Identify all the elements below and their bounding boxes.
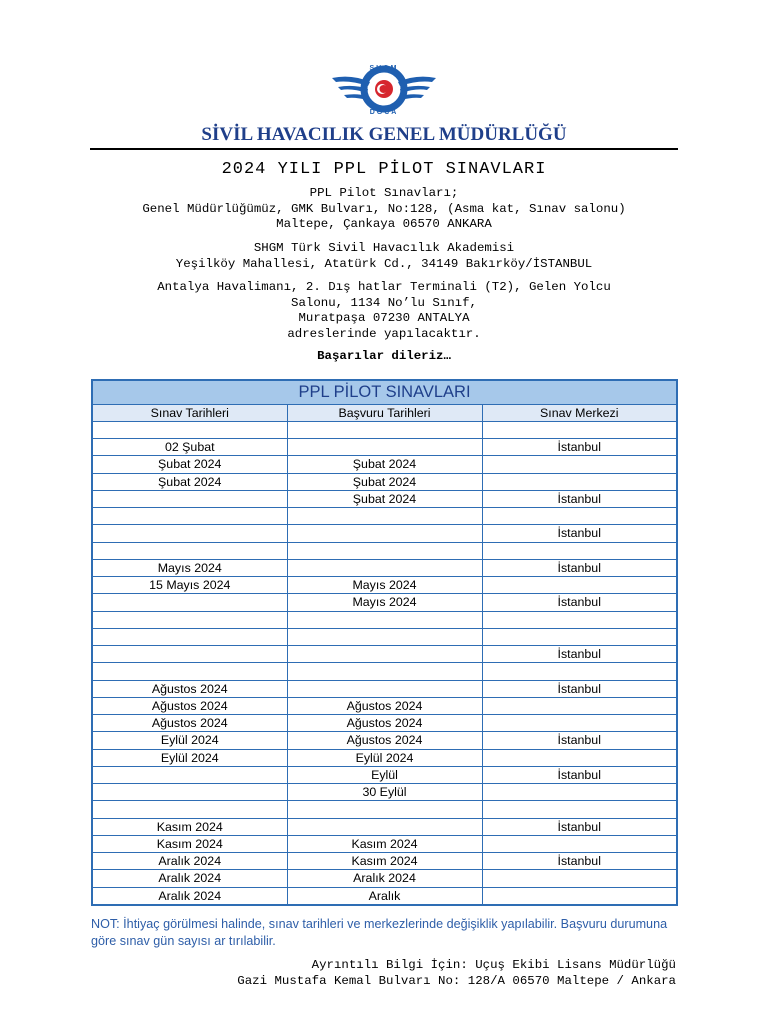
exam-center-cell (482, 663, 677, 680)
table-row (92, 456, 677, 473)
application-date-cell: Kasım 2024 (287, 853, 482, 870)
exam-center-cell (482, 421, 677, 438)
column-header-exam-center: Sınav Merkezi (482, 404, 677, 421)
application-date-cell: Şubat 2024 (287, 456, 482, 473)
exam-center-cell: İstanbul (482, 490, 677, 507)
exam-center-cell (482, 542, 677, 559)
table-row (92, 559, 677, 576)
intro-line: adreslerinde yapılacaktır. (287, 326, 481, 341)
exam-center-cell: İstanbul (482, 853, 677, 870)
intro-line: Yeşilköy Mahallesi, Atatürk Cd., 34149 Bakırköy/İSTANBUL (175, 256, 593, 271)
table-row (92, 663, 677, 680)
exam-date-cell (92, 490, 287, 507)
table-row (92, 680, 677, 697)
column-header-application-dates: Başvuru Tarihleri (287, 404, 482, 421)
application-date-cell (287, 611, 482, 628)
exam-center-cell: İstanbul (482, 818, 677, 835)
table-row (92, 801, 677, 818)
application-date-cell (287, 508, 482, 525)
table-header-row (92, 404, 677, 421)
exam-date-cell (92, 611, 287, 628)
exam-date-cell (92, 594, 287, 611)
application-date-cell (287, 680, 482, 697)
application-date-cell (287, 646, 482, 663)
exam-date-cell (92, 421, 287, 438)
application-date-cell: Şubat 2024 (287, 473, 482, 490)
exam-date-cell: 02 Şubat (92, 439, 287, 456)
exam-date-cell (92, 525, 287, 542)
shgm-logo (330, 56, 438, 118)
column-header-exam-dates: Sınav Tarihleri (92, 404, 287, 421)
footer-line: Ayrıntılı Bilgi İçin: Uçuş Ekibi Lisans Müdürlüğü (311, 958, 676, 972)
table-row (92, 887, 677, 905)
table-row (92, 508, 677, 525)
exam-date-cell: Şubat 2024 (92, 473, 287, 490)
table-row (92, 628, 677, 645)
application-date-cell: Ağustos 2024 (287, 697, 482, 714)
application-date-cell: Şubat 2024 (287, 490, 482, 507)
application-date-cell (287, 801, 482, 818)
exam-date-cell (92, 801, 287, 818)
exam-center-cell (482, 456, 677, 473)
exam-center-cell (482, 508, 677, 525)
application-date-cell: Eylül 2024 (287, 749, 482, 766)
table-row (92, 766, 677, 783)
application-date-cell (287, 421, 482, 438)
exam-date-cell: Eylül 2024 (92, 749, 287, 766)
application-date-cell: Aralık 2024 (287, 870, 482, 887)
table-row (92, 697, 677, 714)
application-date-cell (287, 628, 482, 645)
address-block-istanbul (60, 241, 708, 272)
table-row (92, 542, 677, 559)
exam-center-cell (482, 801, 677, 818)
organization-title: SİVİL HAVACILIK GENEL MÜDÜRLÜĞÜ (201, 124, 567, 145)
exam-center-cell (482, 473, 677, 490)
table-row (92, 490, 677, 507)
address-block-antalya (60, 280, 708, 342)
title-divider (90, 148, 678, 150)
exam-center-cell: İstanbul (482, 680, 677, 697)
table-row (92, 818, 677, 835)
application-date-cell: 30 Eylül (287, 784, 482, 801)
intro-line: Maltepe, Çankaya 06570 ANKARA (276, 217, 492, 231)
exam-center-cell (482, 784, 677, 801)
table-row (92, 611, 677, 628)
table-row (92, 439, 677, 456)
closing-wish: Başarılar dileriz… (317, 349, 451, 363)
table-row (92, 594, 677, 611)
intro-line: Muratpaşa 07230 ANTALYA (298, 311, 470, 325)
exam-center-cell (482, 835, 677, 852)
exam-date-cell (92, 784, 287, 801)
exam-date-cell (92, 542, 287, 559)
exam-center-cell: İstanbul (482, 439, 677, 456)
exam-center-cell: İstanbul (482, 594, 677, 611)
logo-bottom-text: DGCA (369, 109, 399, 116)
exam-center-cell (482, 611, 677, 628)
application-date-cell (287, 525, 482, 542)
table-row (92, 732, 677, 749)
exam-center-cell (482, 749, 677, 766)
exam-center-cell: İstanbul (482, 766, 677, 783)
application-date-cell: Ağustos 2024 (287, 715, 482, 732)
table-row (92, 870, 677, 887)
exam-date-cell (92, 646, 287, 663)
application-date-cell: Eylül (287, 766, 482, 783)
exam-center-cell (482, 628, 677, 645)
exam-date-cell: Eylül 2024 (92, 732, 287, 749)
table-row (92, 853, 677, 870)
application-date-cell (287, 559, 482, 576)
table-body (92, 421, 677, 904)
table-row (92, 577, 677, 594)
exam-center-cell (482, 715, 677, 732)
intro-line: SHGM Türk Sivil Havacılık Akademisi (253, 241, 515, 255)
logo-top-text: SHGM (369, 65, 399, 72)
exam-date-cell: Aralık 2024 (92, 870, 287, 887)
exam-date-cell: Şubat 2024 (92, 456, 287, 473)
table-row (92, 525, 677, 542)
exam-center-cell: İstanbul (482, 646, 677, 663)
exam-center-cell: İstanbul (482, 525, 677, 542)
application-date-cell: Ağustos 2024 (287, 732, 482, 749)
exam-center-cell (482, 697, 677, 714)
intro-line: Salonu, 1134 No’lu Sınıf, (291, 295, 477, 310)
exam-date-cell (92, 628, 287, 645)
exam-date-cell (92, 766, 287, 783)
application-date-cell (287, 439, 482, 456)
address-block-ankara (60, 186, 708, 233)
exam-center-cell (482, 887, 677, 905)
application-date-cell (287, 818, 482, 835)
exam-date-cell: Aralık 2024 (92, 853, 287, 870)
table-row (92, 784, 677, 801)
exam-center-cell: İstanbul (482, 559, 677, 576)
footer-contact (90, 957, 676, 989)
exam-date-cell: Ağustos 2024 (92, 715, 287, 732)
application-date-cell: Aralık (287, 887, 482, 905)
application-date-cell (287, 542, 482, 559)
intro-line: Antalya Havalimanı, 2. Dış hatlar Terminali (T2), Gelen Yolcu (157, 280, 611, 294)
exam-date-cell: Mayıs 2024 (92, 559, 287, 576)
application-date-cell: Mayıs 2024 (287, 577, 482, 594)
exam-date-cell: Kasım 2024 (92, 818, 287, 835)
intro-line: PPL Pilot Sınavları; (309, 186, 459, 200)
exam-schedule-table (91, 379, 678, 906)
note-text: NOT: İhtiyaç görülmesi halinde, sınav tarihleri ve merkezlerinde değişiklik yapılabilir. Başvuru durumuna göre sınav gün sayısı ar tırılabilir. (91, 917, 668, 948)
exam-center-cell (482, 870, 677, 887)
table-caption: PPL PİLOT SINAVLARI (92, 380, 677, 404)
intro-line: Genel Müdürlüğümüz, GMK Bulvarı, No:128, (Asma kat, Sınav salonu) (142, 201, 626, 216)
application-date-cell (287, 663, 482, 680)
application-date-cell: Mayıs 2024 (287, 594, 482, 611)
exam-date-cell: Aralık 2024 (92, 887, 287, 905)
table-row (92, 835, 677, 852)
application-date-cell: Kasım 2024 (287, 835, 482, 852)
exam-date-cell: Ağustos 2024 (92, 680, 287, 697)
exam-center-cell (482, 577, 677, 594)
exam-date-cell: 15 Mayıs 2024 (92, 577, 287, 594)
footer-line: Gazi Mustafa Kemal Bulvarı No: 128/A 06570 Maltepe / Ankara (237, 974, 676, 988)
exam-date-cell: Ağustos 2024 (92, 697, 287, 714)
table-row (92, 715, 677, 732)
table-row (92, 749, 677, 766)
table-row (92, 421, 677, 438)
exam-date-cell: Kasım 2024 (92, 835, 287, 852)
table-row (92, 646, 677, 663)
exam-center-cell: İstanbul (482, 732, 677, 749)
document-title: 2024 YILI PPL PİLOT SINAVLARI (221, 160, 547, 179)
table-row (92, 473, 677, 490)
exam-date-cell (92, 663, 287, 680)
exam-date-cell (92, 508, 287, 525)
